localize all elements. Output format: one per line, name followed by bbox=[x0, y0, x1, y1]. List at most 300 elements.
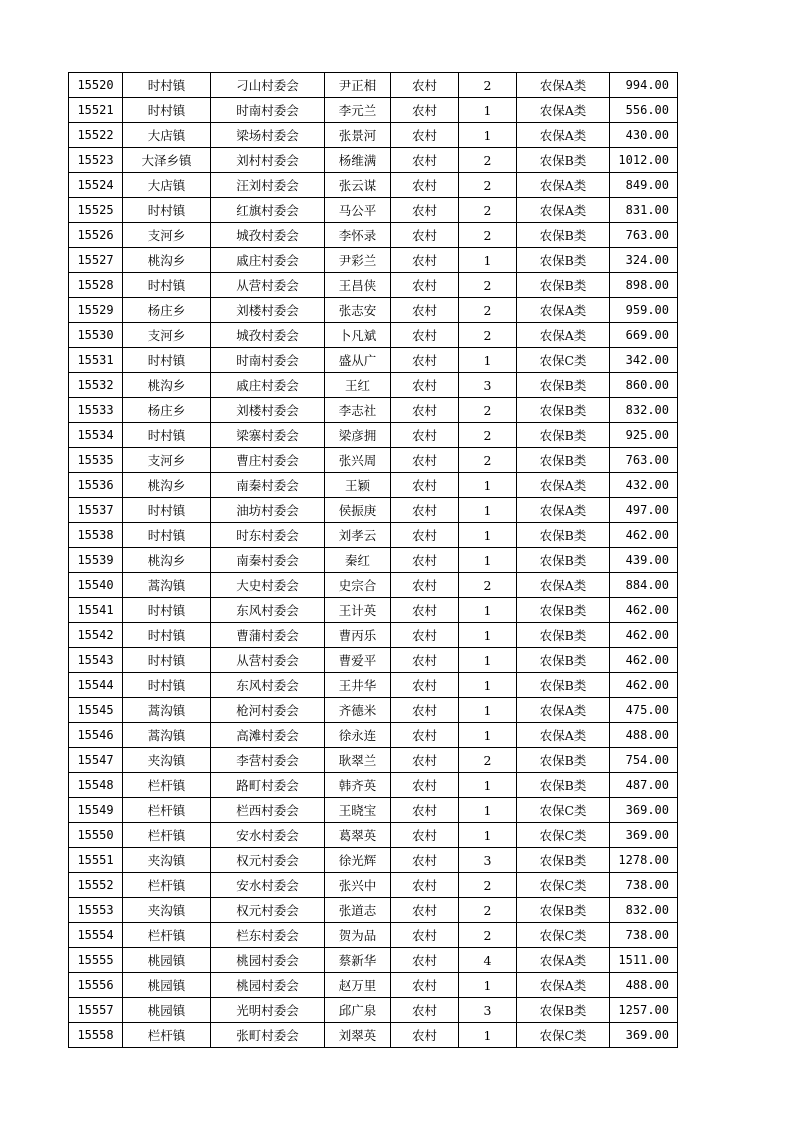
record-id-cell: 15520 bbox=[69, 73, 123, 98]
table-row bbox=[69, 748, 678, 773]
household-type-cell: 农村 bbox=[391, 948, 459, 973]
member-count-cell: 2 bbox=[459, 448, 517, 473]
town-cell: 时村镇 bbox=[123, 98, 211, 123]
household-type-cell: 农村 bbox=[391, 323, 459, 348]
record-id-cell: 15533 bbox=[69, 398, 123, 423]
household-type-cell: 农村 bbox=[391, 223, 459, 248]
insurance-category-cell: 农保A类 bbox=[517, 698, 610, 723]
household-type-cell: 农村 bbox=[391, 148, 459, 173]
record-id-cell: 15554 bbox=[69, 923, 123, 948]
household-type-cell: 农村 bbox=[391, 548, 459, 573]
table-row bbox=[69, 623, 678, 648]
household-type-cell: 农村 bbox=[391, 773, 459, 798]
table-row bbox=[69, 848, 678, 873]
member-count-cell: 2 bbox=[459, 198, 517, 223]
name-cell: 耿翠兰 bbox=[325, 748, 391, 773]
amount-cell: 475.00 bbox=[610, 698, 678, 723]
name-cell: 尹彩兰 bbox=[325, 248, 391, 273]
household-type-cell: 农村 bbox=[391, 748, 459, 773]
village-committee-cell: 桃园村委会 bbox=[211, 948, 325, 973]
member-count-cell: 2 bbox=[459, 898, 517, 923]
household-type-cell: 农村 bbox=[391, 498, 459, 523]
town-cell: 时村镇 bbox=[123, 523, 211, 548]
village-committee-cell: 时东村委会 bbox=[211, 523, 325, 548]
record-id-cell: 15523 bbox=[69, 148, 123, 173]
record-id-cell: 15531 bbox=[69, 348, 123, 373]
town-cell: 栏杆镇 bbox=[123, 1023, 211, 1048]
table-row bbox=[69, 598, 678, 623]
village-committee-cell: 刁山村委会 bbox=[211, 73, 325, 98]
household-type-cell: 农村 bbox=[391, 998, 459, 1023]
town-cell: 时村镇 bbox=[123, 648, 211, 673]
amount-cell: 860.00 bbox=[610, 373, 678, 398]
insurance-category-cell: 农保B类 bbox=[517, 673, 610, 698]
household-type-cell: 农村 bbox=[391, 873, 459, 898]
insurance-category-cell: 农保B类 bbox=[517, 398, 610, 423]
record-id-cell: 15555 bbox=[69, 948, 123, 973]
member-count-cell: 1 bbox=[459, 823, 517, 848]
household-type-cell: 农村 bbox=[391, 123, 459, 148]
insurance-category-cell: 农保A类 bbox=[517, 723, 610, 748]
table-row bbox=[69, 348, 678, 373]
table-row bbox=[69, 373, 678, 398]
table-row bbox=[69, 148, 678, 173]
name-cell: 齐德米 bbox=[325, 698, 391, 723]
insurance-category-cell: 农保B类 bbox=[517, 848, 610, 873]
table-row bbox=[69, 948, 678, 973]
name-cell: 李志社 bbox=[325, 398, 391, 423]
record-id-cell: 15541 bbox=[69, 598, 123, 623]
amount-cell: 324.00 bbox=[610, 248, 678, 273]
name-cell: 张景河 bbox=[325, 123, 391, 148]
town-cell: 栏杆镇 bbox=[123, 773, 211, 798]
town-cell: 栏杆镇 bbox=[123, 873, 211, 898]
village-committee-cell: 栏西村委会 bbox=[211, 798, 325, 823]
name-cell: 梁彦拥 bbox=[325, 423, 391, 448]
village-committee-cell: 权元村委会 bbox=[211, 898, 325, 923]
amount-cell: 1012.00 bbox=[610, 148, 678, 173]
household-type-cell: 农村 bbox=[391, 448, 459, 473]
insurance-category-cell: 农保C类 bbox=[517, 798, 610, 823]
record-id-cell: 15549 bbox=[69, 798, 123, 823]
village-committee-cell: 曹蒲村委会 bbox=[211, 623, 325, 648]
village-committee-cell: 南秦村委会 bbox=[211, 548, 325, 573]
village-committee-cell: 城孜村委会 bbox=[211, 323, 325, 348]
insurance-category-cell: 农保B类 bbox=[517, 273, 610, 298]
name-cell: 邱广泉 bbox=[325, 998, 391, 1023]
member-count-cell: 2 bbox=[459, 298, 517, 323]
member-count-cell: 2 bbox=[459, 873, 517, 898]
name-cell: 刘孝云 bbox=[325, 523, 391, 548]
household-type-cell: 农村 bbox=[391, 423, 459, 448]
town-cell: 桃沟乡 bbox=[123, 373, 211, 398]
amount-cell: 462.00 bbox=[610, 523, 678, 548]
village-committee-cell: 城孜村委会 bbox=[211, 223, 325, 248]
insurance-category-cell: 农保B类 bbox=[517, 773, 610, 798]
town-cell: 支河乡 bbox=[123, 323, 211, 348]
table-row bbox=[69, 823, 678, 848]
record-id-cell: 15543 bbox=[69, 648, 123, 673]
member-count-cell: 2 bbox=[459, 573, 517, 598]
household-type-cell: 农村 bbox=[391, 723, 459, 748]
amount-cell: 462.00 bbox=[610, 623, 678, 648]
name-cell: 秦红 bbox=[325, 548, 391, 573]
member-count-cell: 1 bbox=[459, 498, 517, 523]
member-count-cell: 1 bbox=[459, 548, 517, 573]
name-cell: 张道志 bbox=[325, 898, 391, 923]
town-cell: 蒿沟镇 bbox=[123, 698, 211, 723]
town-cell: 蒿沟镇 bbox=[123, 573, 211, 598]
village-committee-cell: 光明村委会 bbox=[211, 998, 325, 1023]
insurance-category-cell: 农保A类 bbox=[517, 73, 610, 98]
name-cell: 张云谋 bbox=[325, 173, 391, 198]
insurance-category-cell: 农保A类 bbox=[517, 973, 610, 998]
amount-cell: 369.00 bbox=[610, 1023, 678, 1048]
town-cell: 杨庄乡 bbox=[123, 298, 211, 323]
village-committee-cell: 权元村委会 bbox=[211, 848, 325, 873]
household-type-cell: 农村 bbox=[391, 273, 459, 298]
table-row bbox=[69, 323, 678, 348]
town-cell: 时村镇 bbox=[123, 273, 211, 298]
town-cell: 蒿沟镇 bbox=[123, 723, 211, 748]
village-committee-cell: 安水村委会 bbox=[211, 823, 325, 848]
name-cell: 赵万里 bbox=[325, 973, 391, 998]
household-type-cell: 农村 bbox=[391, 623, 459, 648]
record-id-cell: 15542 bbox=[69, 623, 123, 648]
village-committee-cell: 刘楼村委会 bbox=[211, 298, 325, 323]
table-row bbox=[69, 273, 678, 298]
member-count-cell: 1 bbox=[459, 348, 517, 373]
amount-cell: 369.00 bbox=[610, 823, 678, 848]
name-cell: 李怀录 bbox=[325, 223, 391, 248]
record-id-cell: 15536 bbox=[69, 473, 123, 498]
insurance-category-cell: 农保A类 bbox=[517, 473, 610, 498]
amount-cell: 754.00 bbox=[610, 748, 678, 773]
amount-cell: 884.00 bbox=[610, 573, 678, 598]
member-count-cell: 2 bbox=[459, 148, 517, 173]
town-cell: 大店镇 bbox=[123, 123, 211, 148]
member-count-cell: 3 bbox=[459, 998, 517, 1023]
member-count-cell: 3 bbox=[459, 848, 517, 873]
household-type-cell: 农村 bbox=[391, 798, 459, 823]
town-cell: 时村镇 bbox=[123, 673, 211, 698]
amount-cell: 556.00 bbox=[610, 98, 678, 123]
household-type-cell: 农村 bbox=[391, 673, 459, 698]
table-row bbox=[69, 423, 678, 448]
amount-cell: 342.00 bbox=[610, 348, 678, 373]
insurance-category-cell: 农保B类 bbox=[517, 748, 610, 773]
insurance-category-cell: 农保A类 bbox=[517, 323, 610, 348]
insurance-category-cell: 农保A类 bbox=[517, 298, 610, 323]
record-id-cell: 15530 bbox=[69, 323, 123, 348]
town-cell: 桃园镇 bbox=[123, 973, 211, 998]
amount-cell: 831.00 bbox=[610, 198, 678, 223]
amount-cell: 832.00 bbox=[610, 898, 678, 923]
village-committee-cell: 时南村委会 bbox=[211, 348, 325, 373]
name-cell: 王昌侠 bbox=[325, 273, 391, 298]
town-cell: 桃沟乡 bbox=[123, 248, 211, 273]
record-id-cell: 15551 bbox=[69, 848, 123, 873]
name-cell: 刘翠英 bbox=[325, 1023, 391, 1048]
member-count-cell: 1 bbox=[459, 598, 517, 623]
insurance-category-cell: 农保A类 bbox=[517, 498, 610, 523]
member-count-cell: 2 bbox=[459, 748, 517, 773]
member-count-cell: 2 bbox=[459, 423, 517, 448]
table-row bbox=[69, 398, 678, 423]
household-type-cell: 农村 bbox=[391, 348, 459, 373]
household-type-cell: 农村 bbox=[391, 198, 459, 223]
household-type-cell: 农村 bbox=[391, 473, 459, 498]
member-count-cell: 1 bbox=[459, 698, 517, 723]
table-row bbox=[69, 448, 678, 473]
name-cell: 侯振庚 bbox=[325, 498, 391, 523]
member-count-cell: 1 bbox=[459, 973, 517, 998]
amount-cell: 432.00 bbox=[610, 473, 678, 498]
amount-cell: 462.00 bbox=[610, 648, 678, 673]
records-table bbox=[68, 72, 678, 1048]
village-committee-cell: 从营村委会 bbox=[211, 273, 325, 298]
household-type-cell: 农村 bbox=[391, 598, 459, 623]
insurance-category-cell: 农保A类 bbox=[517, 198, 610, 223]
insurance-category-cell: 农保B类 bbox=[517, 648, 610, 673]
table-row bbox=[69, 223, 678, 248]
name-cell: 盛从广 bbox=[325, 348, 391, 373]
town-cell: 桃沟乡 bbox=[123, 548, 211, 573]
town-cell: 时村镇 bbox=[123, 498, 211, 523]
village-committee-cell: 刘楼村委会 bbox=[211, 398, 325, 423]
household-type-cell: 农村 bbox=[391, 573, 459, 598]
record-id-cell: 15525 bbox=[69, 198, 123, 223]
insurance-category-cell: 农保B类 bbox=[517, 248, 610, 273]
name-cell: 韩齐英 bbox=[325, 773, 391, 798]
member-count-cell: 1 bbox=[459, 123, 517, 148]
table-row bbox=[69, 298, 678, 323]
table-row bbox=[69, 498, 678, 523]
record-id-cell: 15526 bbox=[69, 223, 123, 248]
insurance-category-cell: 农保B类 bbox=[517, 448, 610, 473]
insurance-category-cell: 农保B类 bbox=[517, 598, 610, 623]
record-id-cell: 15524 bbox=[69, 173, 123, 198]
table-row bbox=[69, 773, 678, 798]
record-id-cell: 15556 bbox=[69, 973, 123, 998]
name-cell: 王红 bbox=[325, 373, 391, 398]
village-committee-cell: 戚庄村委会 bbox=[211, 373, 325, 398]
town-cell: 大泽乡镇 bbox=[123, 148, 211, 173]
name-cell: 张志安 bbox=[325, 298, 391, 323]
household-type-cell: 农村 bbox=[391, 823, 459, 848]
amount-cell: 1257.00 bbox=[610, 998, 678, 1023]
household-type-cell: 农村 bbox=[391, 973, 459, 998]
member-count-cell: 1 bbox=[459, 773, 517, 798]
amount-cell: 462.00 bbox=[610, 598, 678, 623]
member-count-cell: 1 bbox=[459, 1023, 517, 1048]
amount-cell: 488.00 bbox=[610, 973, 678, 998]
household-type-cell: 农村 bbox=[391, 173, 459, 198]
table-row bbox=[69, 523, 678, 548]
household-type-cell: 农村 bbox=[391, 98, 459, 123]
name-cell: 杨维满 bbox=[325, 148, 391, 173]
record-id-cell: 15552 bbox=[69, 873, 123, 898]
amount-cell: 369.00 bbox=[610, 798, 678, 823]
table-row bbox=[69, 698, 678, 723]
amount-cell: 738.00 bbox=[610, 873, 678, 898]
amount-cell: 1278.00 bbox=[610, 848, 678, 873]
amount-cell: 763.00 bbox=[610, 223, 678, 248]
name-cell: 张兴中 bbox=[325, 873, 391, 898]
household-type-cell: 农村 bbox=[391, 73, 459, 98]
town-cell: 时村镇 bbox=[123, 348, 211, 373]
table-row bbox=[69, 123, 678, 148]
record-id-cell: 15528 bbox=[69, 273, 123, 298]
insurance-category-cell: 农保C类 bbox=[517, 823, 610, 848]
table-row bbox=[69, 98, 678, 123]
insurance-category-cell: 农保B类 bbox=[517, 223, 610, 248]
records-table-body bbox=[69, 73, 678, 1048]
record-id-cell: 15557 bbox=[69, 998, 123, 1023]
household-type-cell: 农村 bbox=[391, 848, 459, 873]
town-cell: 桃园镇 bbox=[123, 948, 211, 973]
insurance-category-cell: 农保B类 bbox=[517, 548, 610, 573]
member-count-cell: 2 bbox=[459, 323, 517, 348]
amount-cell: 669.00 bbox=[610, 323, 678, 348]
town-cell: 时村镇 bbox=[123, 198, 211, 223]
town-cell: 时村镇 bbox=[123, 423, 211, 448]
record-id-cell: 15535 bbox=[69, 448, 123, 473]
village-committee-cell: 从营村委会 bbox=[211, 648, 325, 673]
village-committee-cell: 栏东村委会 bbox=[211, 923, 325, 948]
household-type-cell: 农村 bbox=[391, 398, 459, 423]
amount-cell: 439.00 bbox=[610, 548, 678, 573]
member-count-cell: 4 bbox=[459, 948, 517, 973]
town-cell: 时村镇 bbox=[123, 73, 211, 98]
table-row bbox=[69, 973, 678, 998]
amount-cell: 738.00 bbox=[610, 923, 678, 948]
amount-cell: 497.00 bbox=[610, 498, 678, 523]
name-cell: 马公平 bbox=[325, 198, 391, 223]
village-committee-cell: 油坊村委会 bbox=[211, 498, 325, 523]
town-cell: 支河乡 bbox=[123, 223, 211, 248]
town-cell: 桃园镇 bbox=[123, 998, 211, 1023]
insurance-category-cell: 农保A类 bbox=[517, 98, 610, 123]
household-type-cell: 农村 bbox=[391, 1023, 459, 1048]
village-committee-cell: 红旗村委会 bbox=[211, 198, 325, 223]
member-count-cell: 2 bbox=[459, 223, 517, 248]
insurance-category-cell: 农保C类 bbox=[517, 348, 610, 373]
member-count-cell: 2 bbox=[459, 173, 517, 198]
table-row bbox=[69, 73, 678, 98]
village-committee-cell: 时南村委会 bbox=[211, 98, 325, 123]
record-id-cell: 15550 bbox=[69, 823, 123, 848]
table-row bbox=[69, 723, 678, 748]
household-type-cell: 农村 bbox=[391, 298, 459, 323]
village-committee-cell: 梁寨村委会 bbox=[211, 423, 325, 448]
table-row bbox=[69, 648, 678, 673]
amount-cell: 994.00 bbox=[610, 73, 678, 98]
name-cell: 贺为品 bbox=[325, 923, 391, 948]
record-id-cell: 15538 bbox=[69, 523, 123, 548]
name-cell: 王井华 bbox=[325, 673, 391, 698]
insurance-category-cell: 农保B类 bbox=[517, 898, 610, 923]
insurance-category-cell: 农保C类 bbox=[517, 1023, 610, 1048]
amount-cell: 462.00 bbox=[610, 673, 678, 698]
amount-cell: 925.00 bbox=[610, 423, 678, 448]
amount-cell: 832.00 bbox=[610, 398, 678, 423]
name-cell: 蔡新华 bbox=[325, 948, 391, 973]
town-cell: 栏杆镇 bbox=[123, 798, 211, 823]
member-count-cell: 2 bbox=[459, 73, 517, 98]
insurance-category-cell: 农保A类 bbox=[517, 173, 610, 198]
name-cell: 卜凡斌 bbox=[325, 323, 391, 348]
insurance-category-cell: 农保B类 bbox=[517, 623, 610, 648]
amount-cell: 959.00 bbox=[610, 298, 678, 323]
insurance-category-cell: 农保A类 bbox=[517, 948, 610, 973]
member-count-cell: 1 bbox=[459, 248, 517, 273]
town-cell: 支河乡 bbox=[123, 448, 211, 473]
member-count-cell: 1 bbox=[459, 648, 517, 673]
town-cell: 夹沟镇 bbox=[123, 748, 211, 773]
village-committee-cell: 高滩村委会 bbox=[211, 723, 325, 748]
table-row bbox=[69, 173, 678, 198]
amount-cell: 898.00 bbox=[610, 273, 678, 298]
town-cell: 大店镇 bbox=[123, 173, 211, 198]
member-count-cell: 2 bbox=[459, 273, 517, 298]
town-cell: 夹沟镇 bbox=[123, 898, 211, 923]
member-count-cell: 1 bbox=[459, 523, 517, 548]
record-id-cell: 15544 bbox=[69, 673, 123, 698]
name-cell: 曹丙乐 bbox=[325, 623, 391, 648]
village-committee-cell: 戚庄村委会 bbox=[211, 248, 325, 273]
household-type-cell: 农村 bbox=[391, 698, 459, 723]
household-type-cell: 农村 bbox=[391, 923, 459, 948]
record-id-cell: 15546 bbox=[69, 723, 123, 748]
village-committee-cell: 桃园村委会 bbox=[211, 973, 325, 998]
record-id-cell: 15537 bbox=[69, 498, 123, 523]
insurance-category-cell: 农保A类 bbox=[517, 123, 610, 148]
household-type-cell: 农村 bbox=[391, 523, 459, 548]
record-id-cell: 15522 bbox=[69, 123, 123, 148]
amount-cell: 488.00 bbox=[610, 723, 678, 748]
table-row bbox=[69, 923, 678, 948]
record-id-cell: 15534 bbox=[69, 423, 123, 448]
table-row bbox=[69, 248, 678, 273]
name-cell: 徐光辉 bbox=[325, 848, 391, 873]
name-cell: 王颖 bbox=[325, 473, 391, 498]
village-committee-cell: 安水村委会 bbox=[211, 873, 325, 898]
amount-cell: 1511.00 bbox=[610, 948, 678, 973]
village-committee-cell: 南秦村委会 bbox=[211, 473, 325, 498]
name-cell: 徐永连 bbox=[325, 723, 391, 748]
table-row bbox=[69, 573, 678, 598]
village-committee-cell: 大史村委会 bbox=[211, 573, 325, 598]
amount-cell: 430.00 bbox=[610, 123, 678, 148]
table-row bbox=[69, 673, 678, 698]
household-type-cell: 农村 bbox=[391, 648, 459, 673]
member-count-cell: 1 bbox=[459, 623, 517, 648]
village-committee-cell: 路町村委会 bbox=[211, 773, 325, 798]
table-row bbox=[69, 873, 678, 898]
village-committee-cell: 曹庄村委会 bbox=[211, 448, 325, 473]
amount-cell: 849.00 bbox=[610, 173, 678, 198]
name-cell: 王计英 bbox=[325, 598, 391, 623]
insurance-category-cell: 农保B类 bbox=[517, 373, 610, 398]
village-committee-cell: 汪刘村委会 bbox=[211, 173, 325, 198]
insurance-category-cell: 农保C类 bbox=[517, 923, 610, 948]
member-count-cell: 2 bbox=[459, 398, 517, 423]
table-row bbox=[69, 548, 678, 573]
table-row bbox=[69, 898, 678, 923]
record-id-cell: 15545 bbox=[69, 698, 123, 723]
record-id-cell: 15532 bbox=[69, 373, 123, 398]
